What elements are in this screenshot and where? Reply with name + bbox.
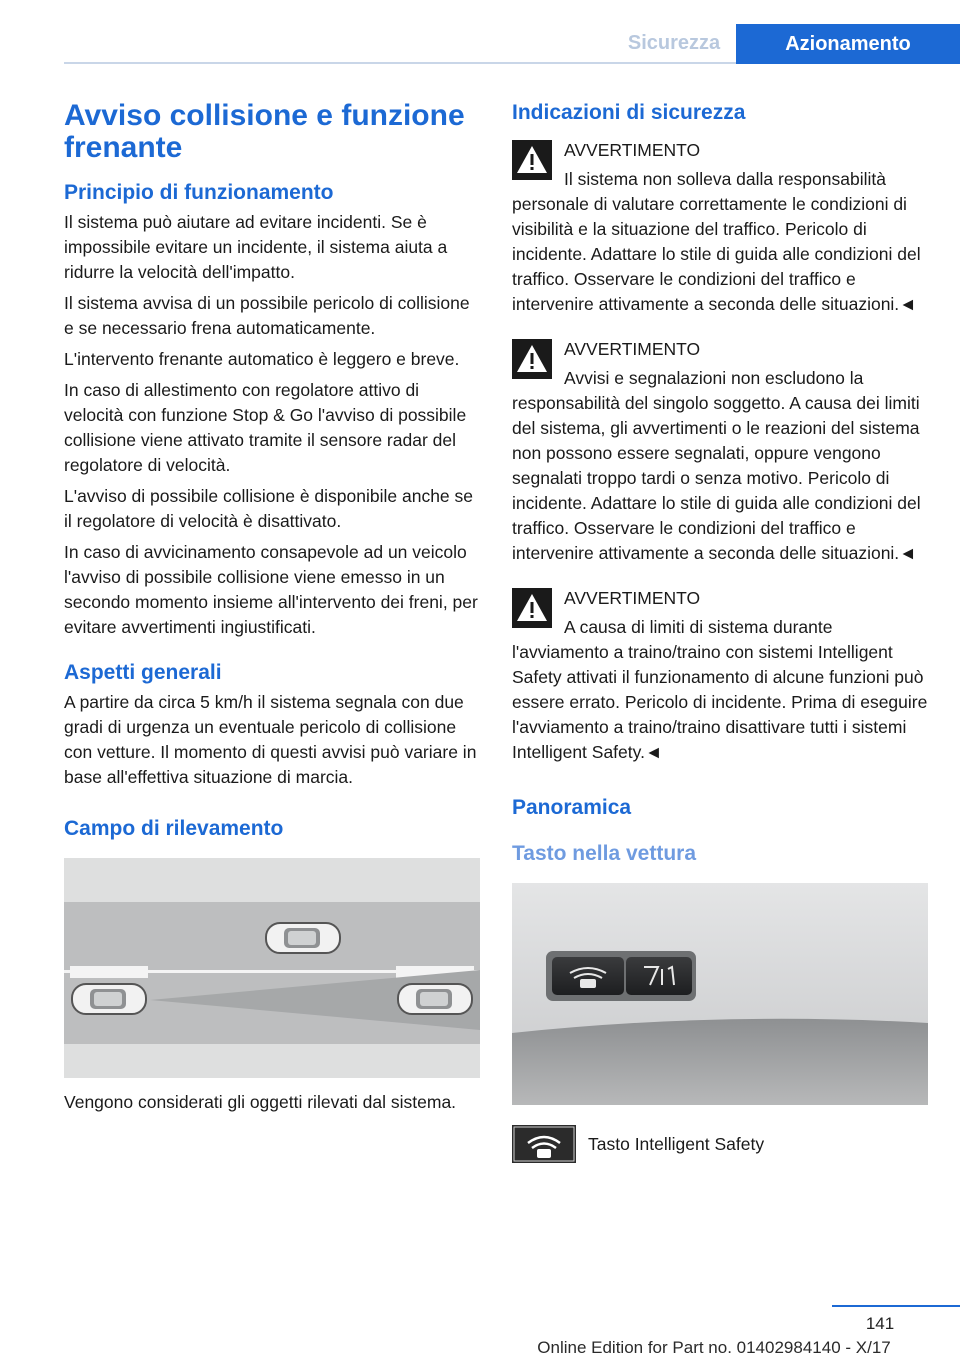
car-icon bbox=[266, 923, 340, 953]
detection-caption: Vengono considerati gli oggetti rilevati dal sistema. bbox=[64, 1092, 457, 1112]
principle-paragraph: In caso di avvicinamento consapevole ad un veicolo l'avviso di possibile collisione viene emesso in un secondo momento insieme all'intervento dei freni, per evitare avvertimenti ingiustificati. bbox=[64, 542, 478, 637]
warning-block bbox=[512, 138, 928, 317]
warning-label: AVVERTIMENTO bbox=[564, 140, 701, 160]
key-label: Tasto Intelligent Safety bbox=[588, 1133, 765, 1154]
right-column bbox=[512, 100, 928, 1163]
detection-range-svg bbox=[64, 858, 480, 1078]
overview-heading: Panoramica bbox=[512, 796, 632, 819]
detection-heading: Campo di rilevamento bbox=[64, 817, 284, 840]
warning-text: Il sistema non solleva dalla responsabilità personale di valutare correttamente le condizioni di visibilità e la situazione del traffico. Pericolo di incidente. Adattare lo stile di guida alle condizioni del traffico. Osservare le condizioni del traffico e intervenire attivamente a seconda delle situazioni.◄ bbox=[512, 169, 921, 314]
warning-triangle-icon bbox=[512, 339, 552, 379]
warning-block bbox=[512, 586, 928, 765]
warning-triangle-icon bbox=[512, 140, 552, 180]
principle-paragraph: In caso di allestimento con regolatore attivo di velocità con funzione Stop & Go l'avviso di possibile collisione viene attivato tramite il sensore radar del regolatore di velocità. bbox=[64, 380, 467, 475]
page-number: 141 bbox=[865, 1314, 895, 1333]
warning-label: AVVERTIMENTO bbox=[564, 339, 701, 359]
page-title: Avviso collisione e funzione frenante bbox=[64, 99, 465, 164]
principle-paragraph: L'intervento frenante automatico è leggero e breve. bbox=[64, 349, 460, 369]
key-legend-row bbox=[512, 1125, 928, 1163]
principle-heading: Principio di funzionamento bbox=[64, 181, 334, 204]
principle-paragraph: Il sistema avvisa di un possibile pericolo di collisione e se necessario frena automaticamente. bbox=[64, 293, 470, 338]
warning-triangle-icon bbox=[512, 588, 552, 628]
tab-azionamento[interactable]: Azionamento bbox=[736, 24, 960, 64]
warning-text: Avvisi e segnalazioni non escludono la responsabilità del singolo soggetto. A causa dei limiti del sistema, gli avvertimenti o le reazioni del sistema non possono essere segnalati, oppure vengono segnalati troppo tardi o senza motivo. Pericolo di incidente. Adattare lo stile di guida alle condizioni del traffico. Osservare le condizioni del traffico e intervenire attivamente a seconda delle situazioni.◄ bbox=[512, 368, 921, 563]
button-heading: Tasto nella vettura bbox=[512, 842, 696, 865]
car-icon bbox=[398, 984, 472, 1014]
warning-text: A causa di limiti di sistema durante l'avviamento a traino/traino con sistemi Intelligent Safety attivati il funzionamento di alcune funzioni può essere errato. Pericolo di incidente. Prima di eseguire l'avviamento a traino/traino disattivare tutti i sistemi Intelligent Safety.◄ bbox=[512, 617, 928, 762]
vehicle-button-photo bbox=[512, 883, 928, 1105]
intelligent-safety-icon bbox=[512, 1125, 576, 1163]
warning-block bbox=[512, 337, 928, 566]
left-column bbox=[64, 100, 480, 1115]
principle-paragraph: L'avviso di possibile collisione è disponibile anche se il regolatore di velocità è disattivato. bbox=[64, 486, 474, 531]
general-text: A partire da circa 5 km/h il sistema segnala con due gradi di urgenza un eventuale pericolo di collisione con vetture. Il momento di questi avvisi può variare in base all'effettiva situazione di marcia. bbox=[64, 692, 477, 787]
warning-label: AVVERTIMENTO bbox=[564, 588, 701, 608]
detection-range-illustration bbox=[64, 858, 480, 1078]
intelligent-safety-button bbox=[552, 957, 624, 995]
safety-heading: Indicazioni di sicurezza bbox=[512, 101, 746, 124]
page-number-rule bbox=[832, 1305, 960, 1307]
tab-sicurezza[interactable]: Sicurezza bbox=[627, 31, 721, 54]
vehicle-button-svg bbox=[512, 883, 928, 1105]
car-icon bbox=[72, 984, 146, 1014]
general-heading: Aspetti generali bbox=[64, 661, 222, 684]
lane-warning-button bbox=[626, 957, 692, 995]
principle-paragraph: Il sistema può aiutare ad evitare incidenti. Se è impossibile evitare un incidente, il sistema aiuta a ridurre la velocità dell'impatto. bbox=[64, 212, 448, 282]
footer-edition: Online Edition for Part no. 01402984140 - X/17 bbox=[537, 1338, 891, 1357]
